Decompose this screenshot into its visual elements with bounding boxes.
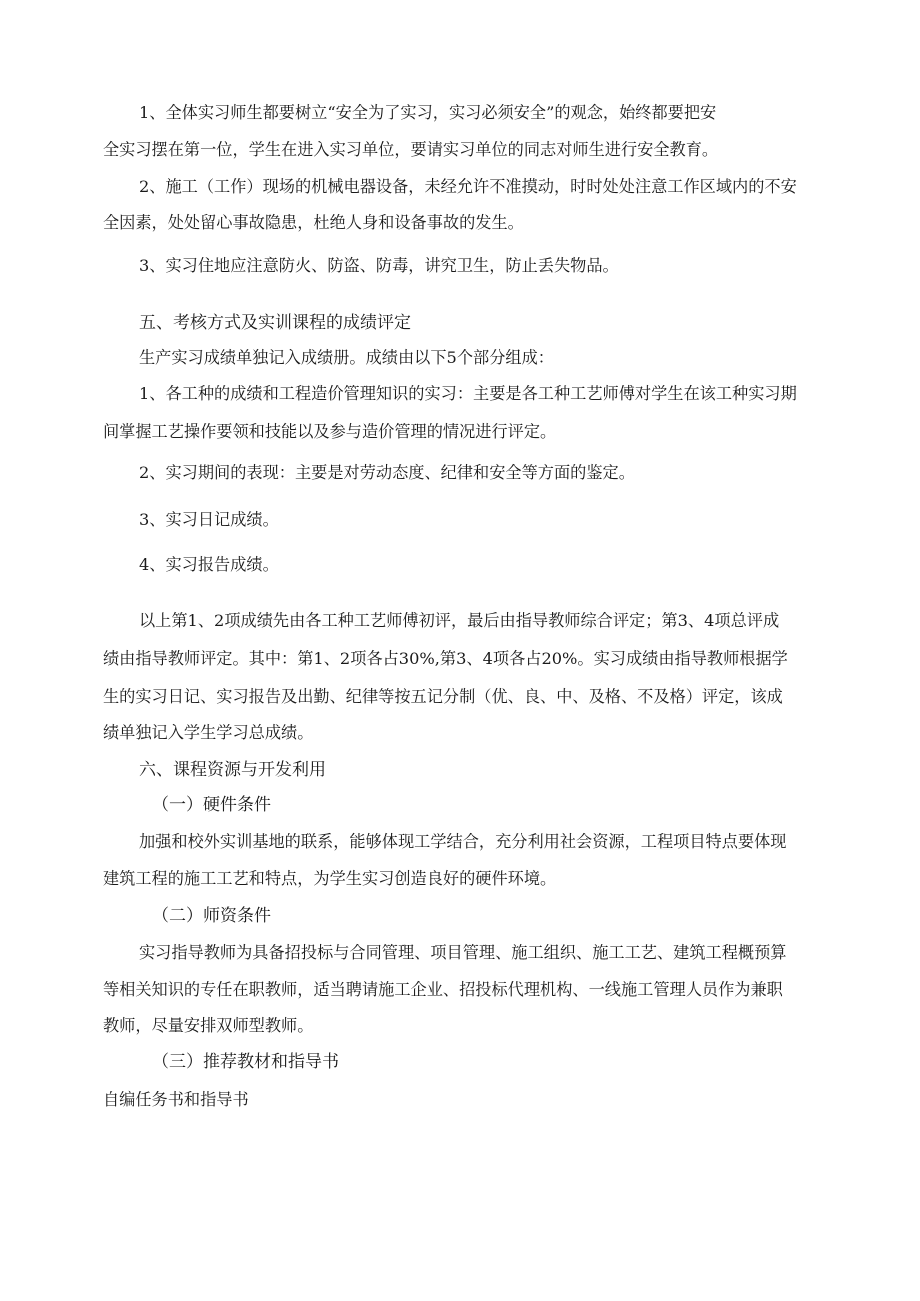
safety-item-1-line-1: 1、全体实习师生都要树立“安全为了实习，实习必须安全”的观念，始终都要把安 — [139, 103, 717, 122]
hardware-title: （一）硬件条件 — [152, 795, 271, 815]
books-text: 自编任务书和指导书 — [103, 1090, 249, 1109]
assessment-item-1-line-2: 间掌握工艺操作要领和技能以及参与造价管理的情况进行评定。 — [103, 422, 557, 441]
assessment-item-3: 3、实习日记成绩。 — [139, 510, 279, 529]
section-6-title: 六、课程资源与开发利用 — [139, 760, 326, 780]
safety-item-2-line-1: 2、施工（工作）现场的机械电器设备，未经允许不准摸动，时时处处注意工作区域内的不安 — [139, 177, 797, 196]
summary-line-2: 绩由指导教师评定。其中：第1、2项各占30%,第3、4项各占20%。实习成绩由指导教师根据学 — [103, 649, 788, 668]
summary-line-4: 绩单独记入学生学习总成绩。 — [103, 723, 314, 742]
section-5-title: 五、考核方式及实训课程的成绩评定 — [139, 313, 411, 333]
summary-line-1: 以上第1、2项成绩先由各工种工艺师傅初评，最后由指导教师综合评定；第3、4项总评成 — [139, 611, 780, 630]
teacher-line-2: 等相关知识的专任在职教师，适当聘请施工企业、招投标代理机构、一线施工管理人员作为兼职 — [103, 980, 783, 999]
assessment-item-2: 2、实习期间的表现：主要是对劳动态度、纪律和安全等方面的鉴定。 — [139, 463, 635, 482]
hardware-line-2: 建筑工程的施工工艺和特点，为学生实习创造良好的硬件环境。 — [103, 869, 557, 888]
hardware-line-1: 加强和校外实训基地的联系，能够体现工学结合，充分利用社会资源，工程项目特点要体现 — [139, 832, 787, 851]
section-5-intro: 生产实习成绩单独记入成绩册。成绩由以下5个部分组成： — [139, 348, 554, 367]
assessment-item-1-line-1: 1、各工种的成绩和工程造价管理知识的实习：主要是各工种工艺师傅对学生在该工种实习期 — [139, 384, 797, 403]
assessment-item-4: 4、实习报告成绩。 — [139, 555, 279, 574]
safety-item-3: 3、实习住地应注意防火、防盗、防毒，讲究卫生，防止丢失物品。 — [139, 256, 619, 275]
teacher-title: （二）师资条件 — [152, 906, 271, 926]
books-title: （三）推荐教材和指导书 — [152, 1052, 339, 1072]
summary-line-3: 生的实习日记、实习报告及出勤、纪律等按五记分制（优、良、中、及格、不及格）评定，该成 — [103, 687, 783, 706]
safety-item-2-line-2: 全因素，处处留心事故隐患，杜绝人身和设备事故的发生。 — [103, 213, 524, 232]
teacher-line-3: 教师，尽量安排双师型教师。 — [103, 1016, 314, 1035]
teacher-line-1: 实习指导教师为具备招投标与合同管理、项目管理、施工组织、施工工艺、建筑工程概预算 — [139, 943, 787, 962]
safety-item-1-line-2: 全实习摆在第一位，学生在进入实习单位，要请实习单位的同志对师生进行安全教育。 — [103, 140, 719, 159]
